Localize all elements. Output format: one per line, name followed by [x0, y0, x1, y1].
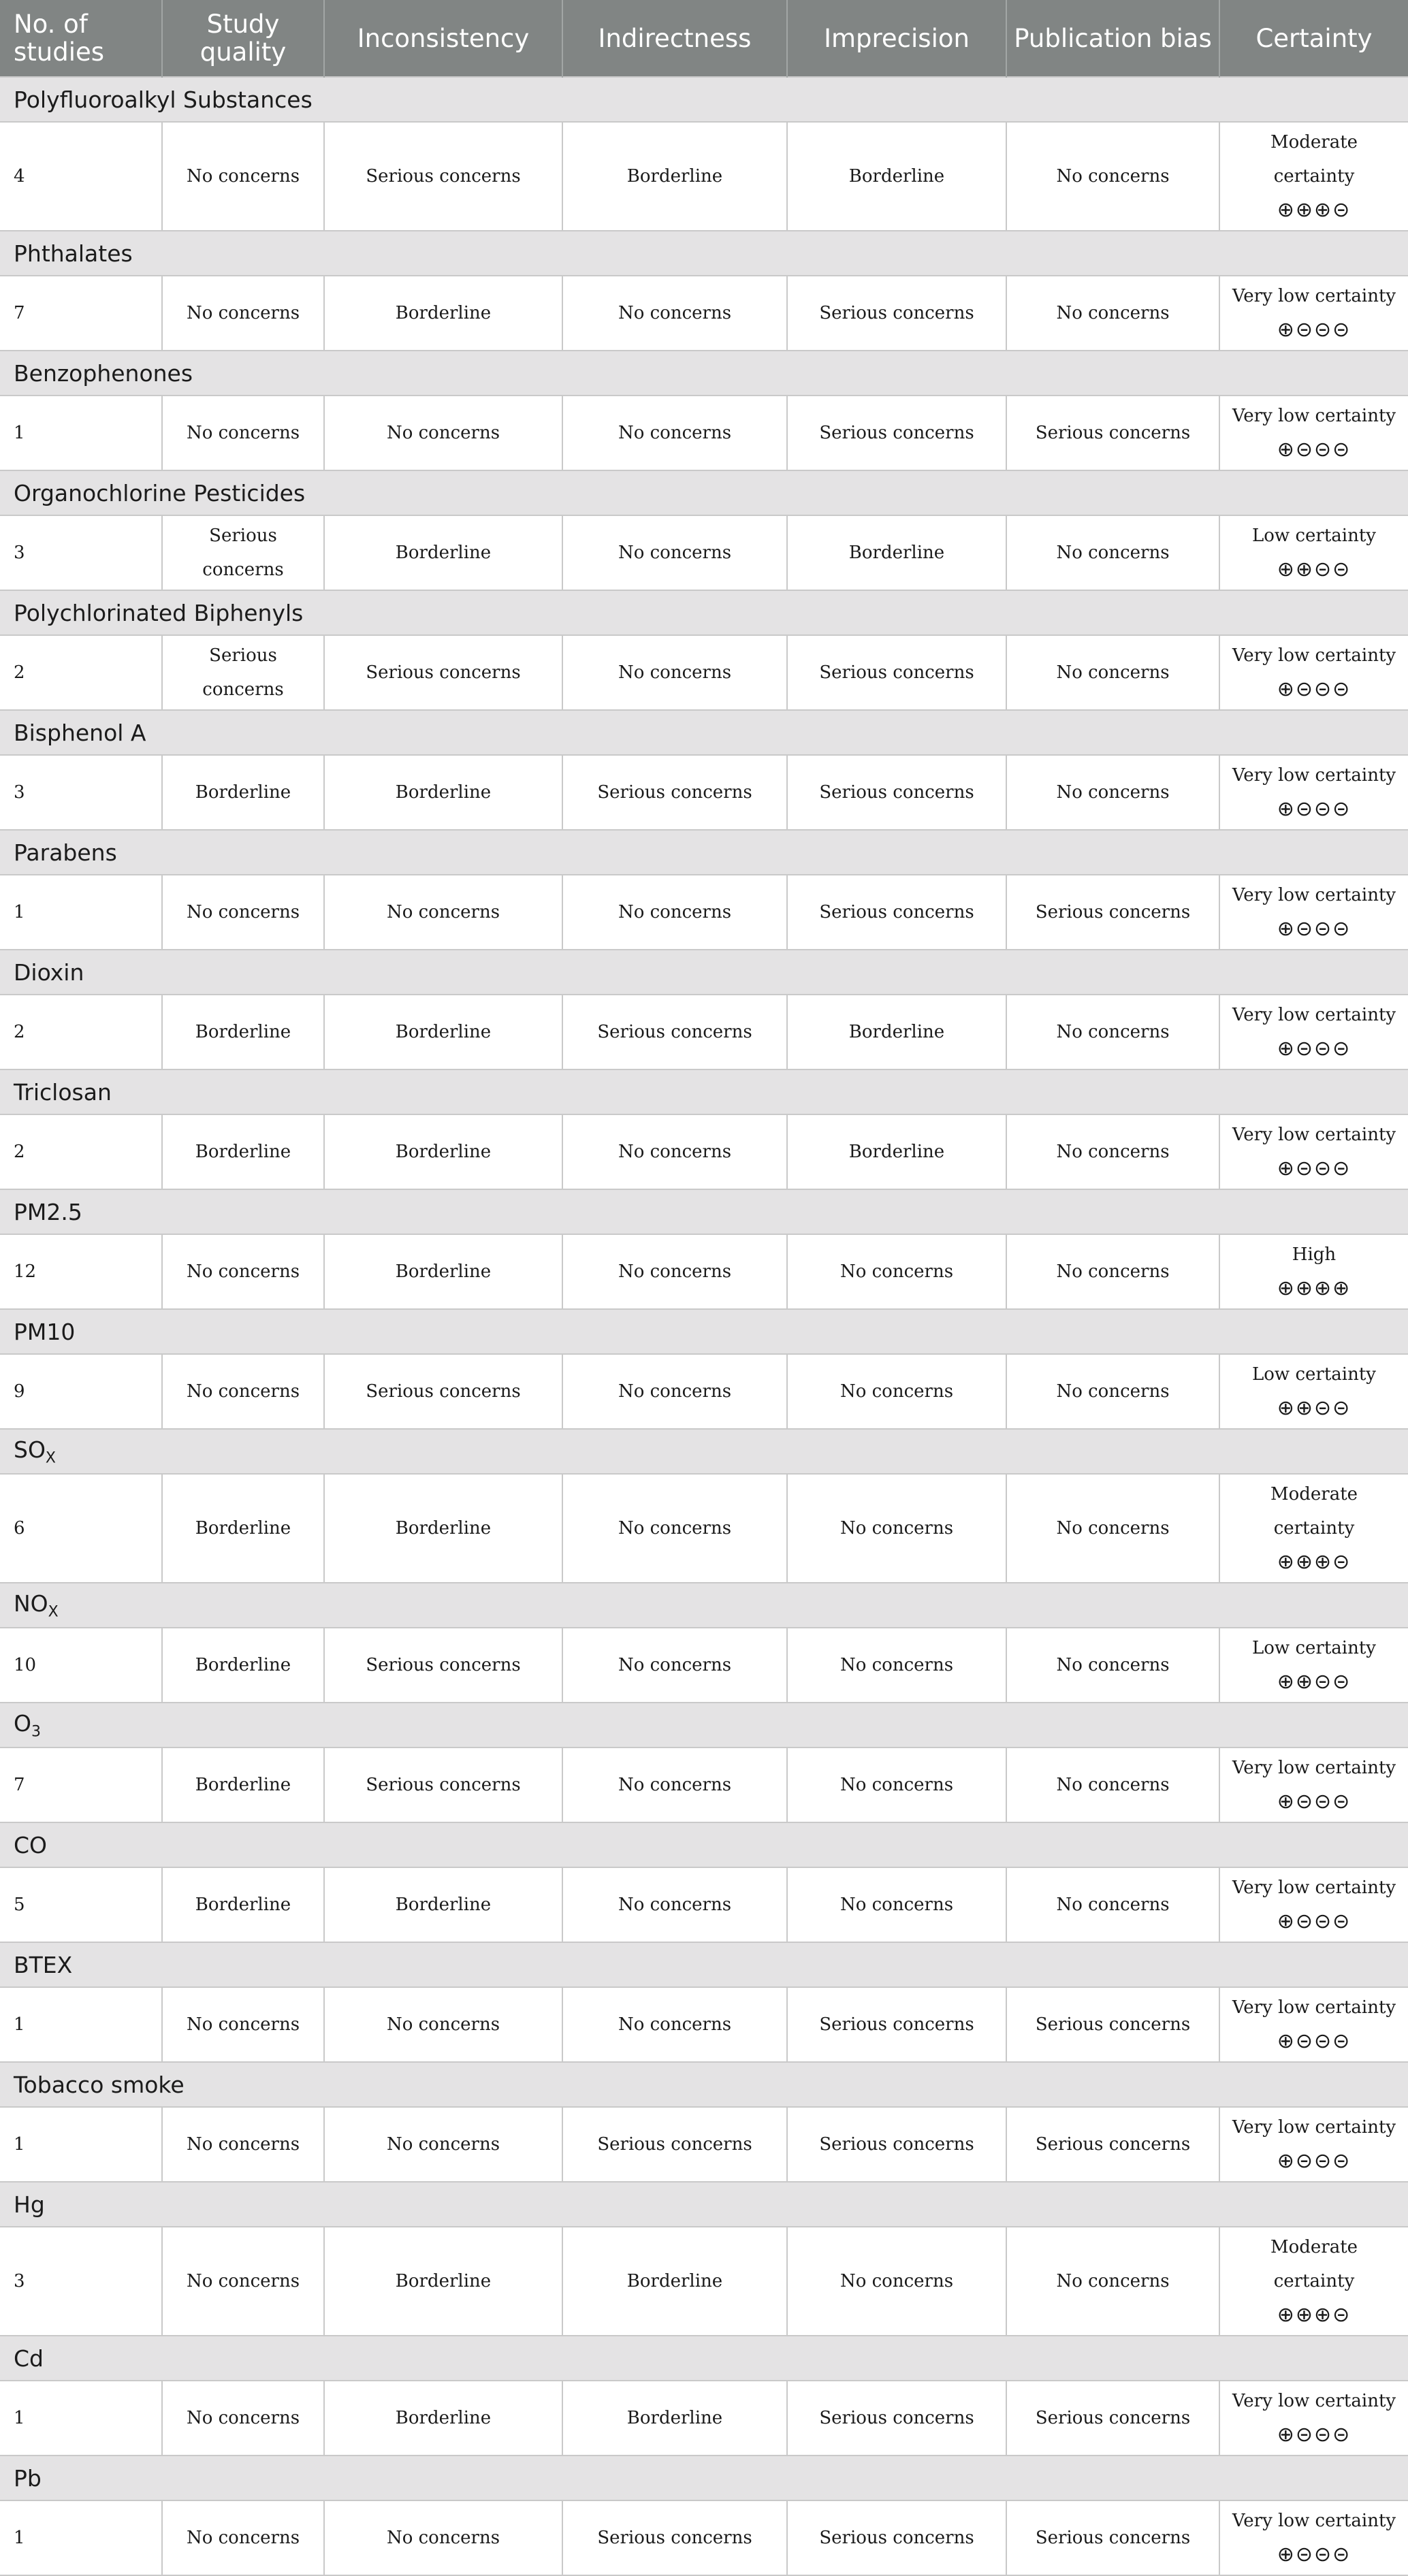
exposure-group-label	[0, 1069, 1408, 1114]
certainty-label: Very low certainty	[1232, 765, 1396, 786]
cell-imprecision: Borderline	[787, 995, 1006, 1069]
cell-certainty	[1219, 1867, 1408, 1942]
cell-inconsistency: Serious concerns	[324, 1628, 562, 1703]
group-header-row	[0, 1069, 1408, 1114]
group-header-row	[0, 2456, 1408, 2500]
cell-publication-bias: No concerns	[1006, 755, 1219, 830]
cell-certainty	[1219, 1628, 1408, 1703]
cell-imprecision: Serious concerns	[787, 396, 1006, 470]
cell-study-quality: No concerns	[162, 1234, 324, 1309]
certainty-rating-icon: ⊕⊝⊝⊝	[1277, 438, 1351, 462]
exposure-name: Phthalates	[14, 240, 133, 267]
cell-imprecision: Serious concerns	[787, 875, 1006, 950]
cell-imprecision: Borderline	[787, 1114, 1006, 1189]
exposure-name: Bisphenol A	[14, 719, 146, 746]
header-imprecision: Imprecision	[787, 0, 1006, 77]
cell-indirectness: No concerns	[562, 1987, 787, 2062]
exposure-name: Benzophenones	[14, 359, 193, 387]
exposure-group-label	[0, 2336, 1408, 2381]
group-header-row	[0, 830, 1408, 875]
cell-indirectness: Serious concerns	[562, 2500, 787, 2575]
cell-certainty	[1219, 122, 1408, 231]
cell-certainty	[1219, 515, 1408, 590]
cell-publication-bias: No concerns	[1006, 995, 1219, 1069]
cell-publication-bias: No concerns	[1006, 1354, 1219, 1429]
cell-publication-bias: No concerns	[1006, 122, 1219, 231]
cell-inconsistency: No concerns	[324, 875, 562, 950]
table-row	[0, 515, 1408, 590]
group-header-row	[0, 77, 1408, 122]
cell-study-quality: No concerns	[162, 2381, 324, 2456]
cell-no-of-studies: 3	[0, 2227, 162, 2336]
cell-inconsistency: Borderline	[324, 755, 562, 830]
cell-imprecision: No concerns	[787, 1748, 1006, 1822]
cell-publication-bias: No concerns	[1006, 2227, 1219, 2336]
exposure-name: BTEX	[14, 1951, 73, 1978]
exposure-group-label	[0, 77, 1408, 122]
cell-study-quality: Borderline	[162, 1114, 324, 1189]
cell-study-quality: No concerns	[162, 396, 324, 470]
cell-certainty	[1219, 276, 1408, 351]
cell-certainty	[1219, 1474, 1408, 1583]
certainty-rating-icon: ⊕⊝⊝⊝	[1277, 917, 1351, 941]
table-row	[0, 635, 1408, 710]
certainty-label: Low certainty	[1252, 1638, 1376, 1658]
cell-study-quality: Borderline	[162, 995, 324, 1069]
certainty-rating-icon: ⊕⊝⊝⊝	[1277, 1157, 1351, 1180]
certainty-label: Moderate certainty	[1270, 1484, 1358, 1539]
cell-inconsistency: No concerns	[324, 2107, 562, 2182]
cell-publication-bias: No concerns	[1006, 1114, 1219, 1189]
cell-publication-bias: No concerns	[1006, 276, 1219, 351]
exposure-group-label	[0, 351, 1408, 396]
exposure-name: Cd	[14, 2345, 44, 2372]
header-indirectness: Indirectness	[562, 0, 787, 77]
cell-imprecision: Borderline	[787, 122, 1006, 231]
cell-no-of-studies: 2	[0, 635, 162, 710]
cell-inconsistency: Borderline	[324, 1867, 562, 1942]
cell-study-quality: Borderline	[162, 1867, 324, 1942]
table-row	[0, 2381, 1408, 2456]
exposure-group-label	[0, 830, 1408, 875]
table-body	[0, 77, 1408, 2575]
cell-inconsistency: Serious concerns	[324, 635, 562, 710]
table-row	[0, 122, 1408, 231]
group-header-row	[0, 470, 1408, 515]
exposure-subscript: 3	[31, 1723, 41, 1741]
cell-inconsistency: Borderline	[324, 2227, 562, 2336]
group-header-row	[0, 2182, 1408, 2227]
table-row	[0, 995, 1408, 1069]
cell-publication-bias: Serious concerns	[1006, 1987, 1219, 2062]
cell-certainty	[1219, 1114, 1408, 1189]
exposure-group-label	[0, 2182, 1408, 2227]
certainty-rating-icon: ⊕⊕⊝⊝	[1277, 1670, 1351, 1694]
certainty-rating-icon: ⊕⊝⊝⊝	[1277, 2029, 1351, 2053]
cell-imprecision: Serious concerns	[787, 2500, 1006, 2575]
group-header-row	[0, 950, 1408, 995]
cell-certainty	[1219, 635, 1408, 710]
group-header-row	[0, 1583, 1408, 1628]
certainty-rating-icon: ⊕⊝⊝⊝	[1277, 1910, 1351, 1933]
exposure-subscript: X	[45, 1449, 56, 1467]
cell-indirectness: No concerns	[562, 1748, 787, 1822]
exposure-group-label	[0, 2456, 1408, 2500]
cell-study-quality: No concerns	[162, 122, 324, 231]
cell-imprecision: Serious concerns	[787, 755, 1006, 830]
cell-no-of-studies: 9	[0, 1354, 162, 1429]
cell-indirectness: Borderline	[562, 122, 787, 231]
exposure-group-label	[0, 950, 1408, 995]
cell-imprecision: Serious concerns	[787, 276, 1006, 351]
certainty-label: Very low certainty	[1232, 1997, 1396, 2018]
exposure-group-label	[0, 2062, 1408, 2107]
cell-publication-bias: No concerns	[1006, 515, 1219, 590]
group-header-row	[0, 2336, 1408, 2381]
cell-publication-bias: Serious concerns	[1006, 2500, 1219, 2575]
exposure-group-label	[0, 1309, 1408, 1354]
table-row	[0, 2227, 1408, 2336]
cell-indirectness: Borderline	[562, 2227, 787, 2336]
cell-publication-bias: No concerns	[1006, 1234, 1219, 1309]
cell-publication-bias: No concerns	[1006, 1748, 1219, 1822]
cell-imprecision: Serious concerns	[787, 635, 1006, 710]
table-row	[0, 2107, 1408, 2182]
cell-certainty	[1219, 2381, 1408, 2456]
group-header-row	[0, 710, 1408, 755]
certainty-label: High	[1292, 1244, 1337, 1265]
certainty-rating-icon: ⊕⊕⊕⊝	[1277, 1550, 1351, 1574]
exposure-name: Polyfluoroalkyl Substances	[14, 86, 313, 113]
cell-study-quality: No concerns	[162, 1354, 324, 1429]
cell-inconsistency: Borderline	[324, 1474, 562, 1583]
header-study-quality: Study quality	[162, 0, 324, 77]
cell-inconsistency: Borderline	[324, 276, 562, 351]
cell-inconsistency: No concerns	[324, 2500, 562, 2575]
certainty-label: Very low certainty	[1232, 2511, 1396, 2531]
cell-certainty	[1219, 2227, 1408, 2336]
exposure-group-label	[0, 1822, 1408, 1867]
certainty-rating-icon: ⊕⊕⊕⊕	[1277, 1276, 1351, 1300]
table-row	[0, 396, 1408, 470]
cell-no-of-studies: 12	[0, 1234, 162, 1309]
header-inconsistency: Inconsistency	[324, 0, 562, 77]
cell-no-of-studies: 1	[0, 875, 162, 950]
certainty-rating-icon: ⊕⊝⊝⊝	[1277, 2423, 1351, 2447]
cell-study-quality: Borderline	[162, 755, 324, 830]
table-row	[0, 1114, 1408, 1189]
certainty-label: Very low certainty	[1232, 406, 1396, 426]
cell-certainty	[1219, 875, 1408, 950]
cell-publication-bias: No concerns	[1006, 1474, 1219, 1583]
cell-publication-bias: No concerns	[1006, 1628, 1219, 1703]
cell-no-of-studies: 2	[0, 995, 162, 1069]
exposure-group-label	[0, 470, 1408, 515]
exposure-group-label	[0, 1942, 1408, 1987]
cell-no-of-studies: 7	[0, 1748, 162, 1822]
group-header-row	[0, 1429, 1408, 1474]
cell-inconsistency: Borderline	[324, 515, 562, 590]
cell-certainty	[1219, 995, 1408, 1069]
certainty-label: Very low certainty	[1232, 286, 1396, 306]
cell-no-of-studies: 4	[0, 122, 162, 231]
cell-no-of-studies: 6	[0, 1474, 162, 1583]
cell-indirectness: No concerns	[562, 875, 787, 950]
certainty-rating-icon: ⊕⊝⊝⊝	[1277, 1037, 1351, 1061]
cell-indirectness: No concerns	[562, 1474, 787, 1583]
cell-imprecision: No concerns	[787, 1867, 1006, 1942]
cell-certainty	[1219, 1354, 1408, 1429]
cell-indirectness: Borderline	[562, 2381, 787, 2456]
cell-inconsistency: Serious concerns	[324, 1748, 562, 1822]
cell-indirectness: No concerns	[562, 1867, 787, 1942]
table-row	[0, 875, 1408, 950]
certainty-label: Very low certainty	[1232, 885, 1396, 905]
cell-inconsistency: Borderline	[324, 2381, 562, 2456]
cell-inconsistency: Borderline	[324, 995, 562, 1069]
certainty-rating-icon: ⊕⊕⊕⊝	[1277, 198, 1351, 222]
cell-imprecision: Serious concerns	[787, 1987, 1006, 2062]
cell-no-of-studies: 1	[0, 2107, 162, 2182]
cell-study-quality: Borderline	[162, 1748, 324, 1822]
table-row	[0, 1628, 1408, 1703]
header-certainty: Certainty	[1219, 0, 1408, 77]
cell-study-quality: No concerns	[162, 276, 324, 351]
cell-study-quality: Serious concerns	[162, 635, 324, 710]
exposure-name: SO	[14, 1436, 46, 1463]
cell-no-of-studies: 3	[0, 755, 162, 830]
header-no-of-studies: No. of studies	[0, 0, 162, 77]
certainty-rating-icon: ⊕⊕⊝⊝	[1277, 1396, 1351, 1420]
exposure-name: Pb	[14, 2464, 42, 2492]
table-row	[0, 1748, 1408, 1822]
exposure-subscript: X	[48, 1603, 59, 1621]
certainty-rating-icon: ⊕⊝⊝⊝	[1277, 2543, 1351, 2566]
group-header-row	[0, 590, 1408, 635]
header-row	[0, 0, 1408, 77]
cell-no-of-studies: 1	[0, 2500, 162, 2575]
group-header-row	[0, 1189, 1408, 1234]
certainty-rating-icon: ⊕⊝⊝⊝	[1277, 318, 1351, 342]
table-row	[0, 1474, 1408, 1583]
table-row	[0, 1867, 1408, 1942]
cell-indirectness: No concerns	[562, 396, 787, 470]
certainty-label: Very low certainty	[1232, 645, 1396, 666]
cell-no-of-studies: 7	[0, 276, 162, 351]
cell-study-quality: No concerns	[162, 2500, 324, 2575]
group-header-row	[0, 351, 1408, 396]
cell-study-quality: Serious concerns	[162, 515, 324, 590]
table-row	[0, 1354, 1408, 1429]
table-row	[0, 276, 1408, 351]
exposure-name: NO	[14, 1590, 48, 1617]
cell-publication-bias: Serious concerns	[1006, 875, 1219, 950]
exposure-name: Organochlorine Pesticides	[14, 479, 306, 506]
cell-imprecision: No concerns	[787, 1234, 1006, 1309]
cell-study-quality: No concerns	[162, 1987, 324, 2062]
cell-indirectness: No concerns	[562, 635, 787, 710]
certainty-rating-icon: ⊕⊕⊕⊝	[1277, 2303, 1351, 2327]
table-row	[0, 1987, 1408, 2062]
cell-no-of-studies: 1	[0, 396, 162, 470]
certainty-label: Low certainty	[1252, 526, 1376, 546]
cell-imprecision: No concerns	[787, 1474, 1006, 1583]
certainty-rating-icon: ⊕⊝⊝⊝	[1277, 1790, 1351, 1814]
table-row	[0, 1234, 1408, 1309]
cell-indirectness: No concerns	[562, 276, 787, 351]
cell-publication-bias: No concerns	[1006, 1867, 1219, 1942]
group-header-row	[0, 1942, 1408, 1987]
exposure-name: PM10	[14, 1318, 76, 1345]
certainty-rating-icon: ⊕⊕⊝⊝	[1277, 558, 1351, 581]
cell-no-of-studies: 10	[0, 1628, 162, 1703]
exposure-name: Dioxin	[14, 959, 84, 986]
exposure-name: PM2.5	[14, 1198, 82, 1225]
cell-inconsistency: Borderline	[324, 1114, 562, 1189]
cell-study-quality: No concerns	[162, 2107, 324, 2182]
cell-certainty	[1219, 2500, 1408, 2575]
exposure-group-label	[0, 231, 1408, 276]
cell-no-of-studies: 1	[0, 2381, 162, 2456]
group-header-row	[0, 1309, 1408, 1354]
cell-study-quality: Borderline	[162, 1474, 324, 1583]
cell-certainty	[1219, 755, 1408, 830]
cell-inconsistency: No concerns	[324, 396, 562, 470]
group-header-row	[0, 2062, 1408, 2107]
cell-imprecision: No concerns	[787, 1628, 1006, 1703]
cell-imprecision: Serious concerns	[787, 2381, 1006, 2456]
certainty-label: Very low certainty	[1232, 1005, 1396, 1025]
cell-certainty	[1219, 1748, 1408, 1822]
certainty-label: Very low certainty	[1232, 1125, 1396, 1145]
cell-study-quality: No concerns	[162, 2227, 324, 2336]
group-header-row	[0, 1703, 1408, 1748]
exposure-name: CO	[14, 1831, 48, 1858]
cell-no-of-studies: 2	[0, 1114, 162, 1189]
cell-indirectness: No concerns	[562, 1114, 787, 1189]
cell-indirectness: Serious concerns	[562, 995, 787, 1069]
cell-inconsistency: No concerns	[324, 1987, 562, 2062]
cell-indirectness: No concerns	[562, 1354, 787, 1429]
cell-no-of-studies: 3	[0, 515, 162, 590]
cell-no-of-studies: 5	[0, 1867, 162, 1942]
certainty-rating-icon: ⊕⊝⊝⊝	[1277, 797, 1351, 821]
certainty-label: Low certainty	[1252, 1364, 1376, 1385]
exposure-name: O	[14, 1709, 31, 1737]
certainty-label: Very low certainty	[1232, 2391, 1396, 2411]
exposure-name: Hg	[14, 2191, 45, 2218]
certainty-label: Moderate certainty	[1270, 2237, 1358, 2291]
exposure-name: Triclosan	[14, 1078, 112, 1106]
table-row	[0, 755, 1408, 830]
certainty-label: Very low certainty	[1232, 1878, 1396, 1898]
cell-certainty	[1219, 1987, 1408, 2062]
cell-imprecision: No concerns	[787, 2227, 1006, 2336]
exposure-group-label	[0, 1583, 1408, 1628]
header-publication-bias: Publication bias	[1006, 0, 1219, 77]
certainty-label: Very low certainty	[1232, 1758, 1396, 1778]
cell-imprecision: No concerns	[787, 1354, 1006, 1429]
cell-imprecision: Borderline	[787, 515, 1006, 590]
exposure-group-label	[0, 1429, 1408, 1474]
cell-publication-bias: No concerns	[1006, 635, 1219, 710]
exposure-group-label	[0, 590, 1408, 635]
cell-publication-bias: Serious concerns	[1006, 2107, 1219, 2182]
certainty-rating-icon: ⊕⊝⊝⊝	[1277, 677, 1351, 701]
exposure-group-label	[0, 710, 1408, 755]
cell-inconsistency: Serious concerns	[324, 1354, 562, 1429]
cell-study-quality: No concerns	[162, 875, 324, 950]
cell-study-quality: Borderline	[162, 1628, 324, 1703]
cell-indirectness: Serious concerns	[562, 755, 787, 830]
cell-certainty	[1219, 1234, 1408, 1309]
certainty-label: Very low certainty	[1232, 2117, 1396, 2138]
cell-indirectness: No concerns	[562, 1234, 787, 1309]
group-header-row	[0, 231, 1408, 276]
cell-publication-bias: Serious concerns	[1006, 396, 1219, 470]
exposure-name: Polychlorinated Biphenyls	[14, 599, 304, 626]
table-row	[0, 2500, 1408, 2575]
exposure-group-label	[0, 1189, 1408, 1234]
cell-indirectness: No concerns	[562, 1628, 787, 1703]
cell-indirectness: No concerns	[562, 515, 787, 590]
cell-indirectness: Serious concerns	[562, 2107, 787, 2182]
cell-imprecision: Serious concerns	[787, 2107, 1006, 2182]
certainty-rating-icon: ⊕⊝⊝⊝	[1277, 2149, 1351, 2173]
exposure-name: Parabens	[14, 839, 117, 866]
cell-inconsistency: Borderline	[324, 1234, 562, 1309]
cell-no-of-studies: 1	[0, 1987, 162, 2062]
certainty-label: Moderate certainty	[1270, 132, 1358, 187]
exposure-group-label	[0, 1703, 1408, 1748]
cell-certainty	[1219, 2107, 1408, 2182]
exposure-name: Tobacco smoke	[14, 2071, 185, 2098]
group-header-row	[0, 1822, 1408, 1867]
cell-inconsistency: Serious concerns	[324, 122, 562, 231]
cell-publication-bias: Serious concerns	[1006, 2381, 1219, 2456]
cell-certainty	[1219, 396, 1408, 470]
